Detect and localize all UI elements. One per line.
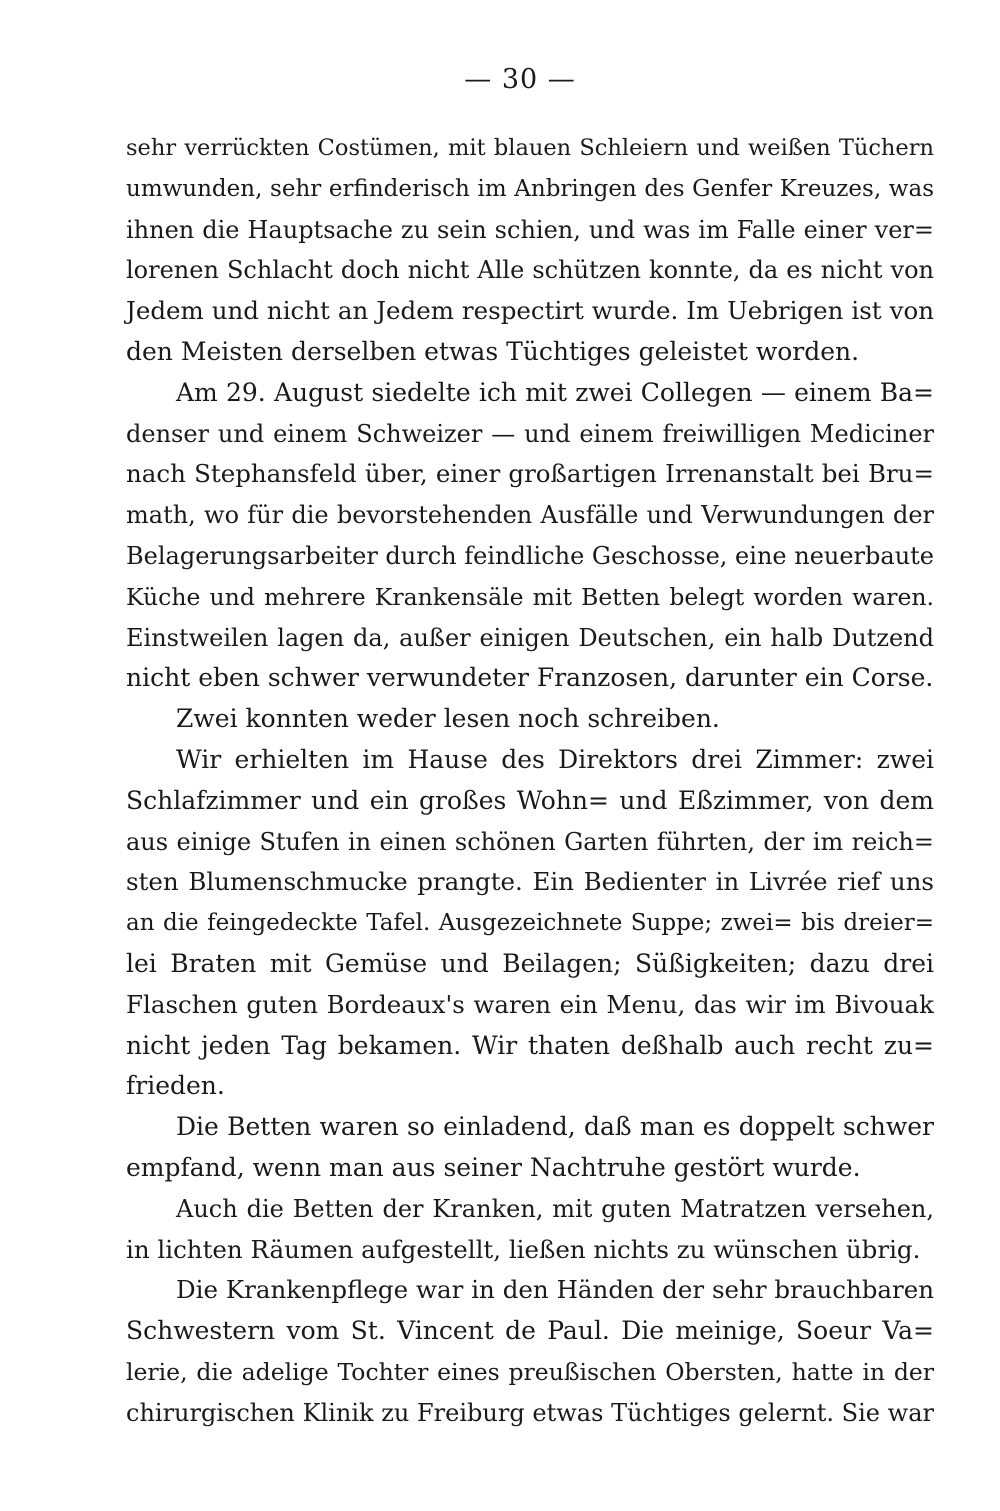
text-line: Küche und mehrere Krankensäle mit Betten belegt worden waren.	[126, 582, 934, 611]
paragraph-start-line: Zwei konnten weder lesen noch schreiben.	[176, 704, 720, 734]
text-line: nicht jeden Tag bekamen. Wir thaten deßhalb auch recht zu=	[126, 1030, 934, 1060]
text-line: nicht eben schwer verwundeter Franzosen, darunter ein Corse.	[126, 663, 934, 693]
text-line: Belagerungsarbeiter durch feindliche Geschosse, eine neuerbaute	[126, 541, 934, 570]
text-line: empfand, wenn man aus seiner Nachtruhe gestört wurde.	[126, 1152, 861, 1182]
text-line: denser und einem Schweizer — und einem freiwilligen Mediciner	[126, 419, 934, 448]
text-line: lerie, die adelige Tochter eines preußischen Obersten, hatte in der	[126, 1357, 934, 1386]
text-line: lorenen Schlacht doch nicht Alle schützen konnte, da es nicht von	[126, 256, 934, 285]
paragraph-start-line: Am 29. August siedelte ich mit zwei Collegen — einem Ba=	[176, 377, 934, 407]
paragraph-start-line: Wir erhielten im Hause des Direktors drei Zimmer: zwei	[176, 744, 934, 774]
text-line: ihnen die Hauptsache zu sein schien, und was im Falle einer ver=	[126, 215, 934, 244]
text-line: chirurgischen Klinik zu Freiburg etwas Tüchtiges gelernt. Sie war	[126, 1398, 934, 1427]
text-line: sten Blumenschmucke prangte. Ein Bedienter in Livrée rief uns	[126, 867, 934, 897]
text-line: nach Stephansfeld über, einer großartigen Irrenanstalt bei Bru=	[126, 459, 934, 489]
text-line: math, wo für die bevorstehenden Ausfälle und Verwundungen der	[126, 501, 934, 530]
body-text	[126, 128, 934, 1434]
text-line: den Meisten derselben etwas Tüchtiges geleistet worden.	[126, 336, 860, 366]
text-line: aus einige Stufen in einen schönen Garten führten, der im reich=	[126, 827, 934, 856]
page-number: — 30 —	[464, 64, 576, 95]
text-line: frieden.	[126, 1071, 225, 1101]
paragraph-start-line: Auch die Betten der Kranken, mit guten Matratzen versehen,	[176, 1194, 934, 1223]
paragraph-start-line: Die Betten waren so einladend, daß man es doppelt schwer	[176, 1112, 934, 1142]
paragraph-start-line: Die Krankenpflege war in den Händen der sehr brauchbaren	[176, 1275, 934, 1305]
text-line: Schwestern vom St. Vincent de Paul. Die meinige, Soeur Va=	[126, 1316, 934, 1346]
text-line: sehr verrückten Costümen, mit blauen Schleiern und weißen Tüchern	[126, 135, 934, 161]
text-line: Schlafzimmer und ein großes Wohn= und Eßzimmer, von dem	[126, 785, 934, 815]
text-line: umwunden, sehr erfinderisch im Anbringen des Genfer Kreuzes, was	[126, 175, 934, 202]
text-line: Einstweilen lagen da, außer einigen Deutschen, ein halb Dutzend	[126, 623, 934, 652]
text-line: in lichten Räumen aufgestellt, ließen nichts zu wünschen übrig.	[126, 1234, 921, 1264]
text-line: Flaschen guten Bordeaux's waren ein Menu, das wir im Bivouak	[126, 989, 934, 1019]
text-line: Jedem und nicht an Jedem respectirt wurde. Im Uebrigen ist von	[126, 296, 934, 326]
text-line: an die feingedeckte Tafel. Ausgezeichnete Suppe; zwei= bis dreier=	[126, 910, 934, 937]
text-line: lei Braten mit Gemüse und Beilagen; Süßigkeiten; dazu drei	[126, 948, 934, 978]
